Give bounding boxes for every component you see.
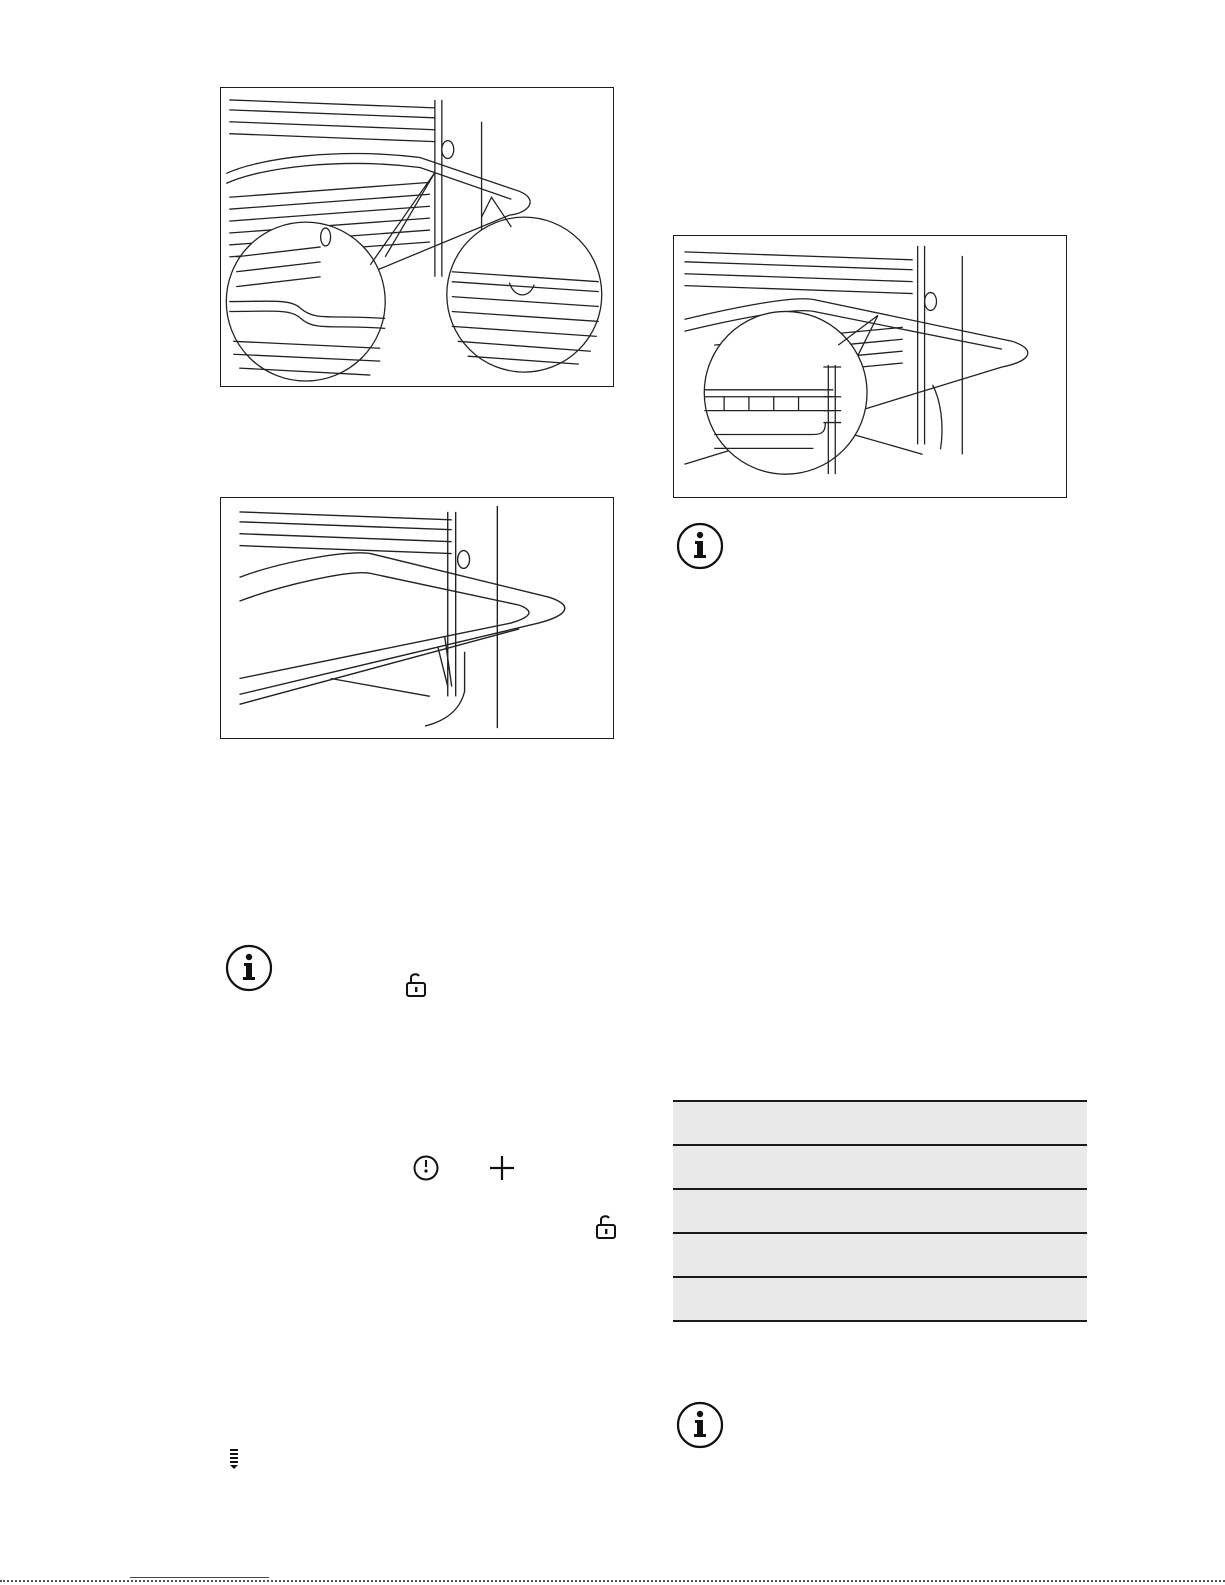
table-row	[673, 1146, 1087, 1190]
table-row	[673, 1234, 1087, 1278]
shelf-on-tray-figure	[673, 235, 1067, 498]
footer-link-underline[interactable]	[130, 1576, 269, 1578]
table-row	[673, 1102, 1087, 1146]
oven-shelf-on-tray-illustration	[674, 236, 1066, 497]
info-icon	[225, 944, 273, 992]
lock-open-icon	[595, 1214, 619, 1240]
fan-level-icon	[228, 1448, 240, 1470]
shelf-hooks-figure	[220, 87, 614, 387]
oven-tray-illustration	[221, 498, 613, 738]
clock-icon	[412, 1154, 440, 1182]
table-row	[673, 1278, 1087, 1322]
page-bottom-dotted-rule	[0, 1580, 1225, 1582]
table-row	[673, 1190, 1087, 1234]
lock-open-icon	[405, 972, 429, 998]
oven-shelf-illustration	[221, 88, 613, 386]
info-icon	[676, 522, 724, 570]
tray-figure	[220, 497, 614, 739]
plus-icon	[488, 1154, 516, 1182]
info-icon	[676, 1401, 724, 1449]
data-table	[673, 1100, 1087, 1322]
